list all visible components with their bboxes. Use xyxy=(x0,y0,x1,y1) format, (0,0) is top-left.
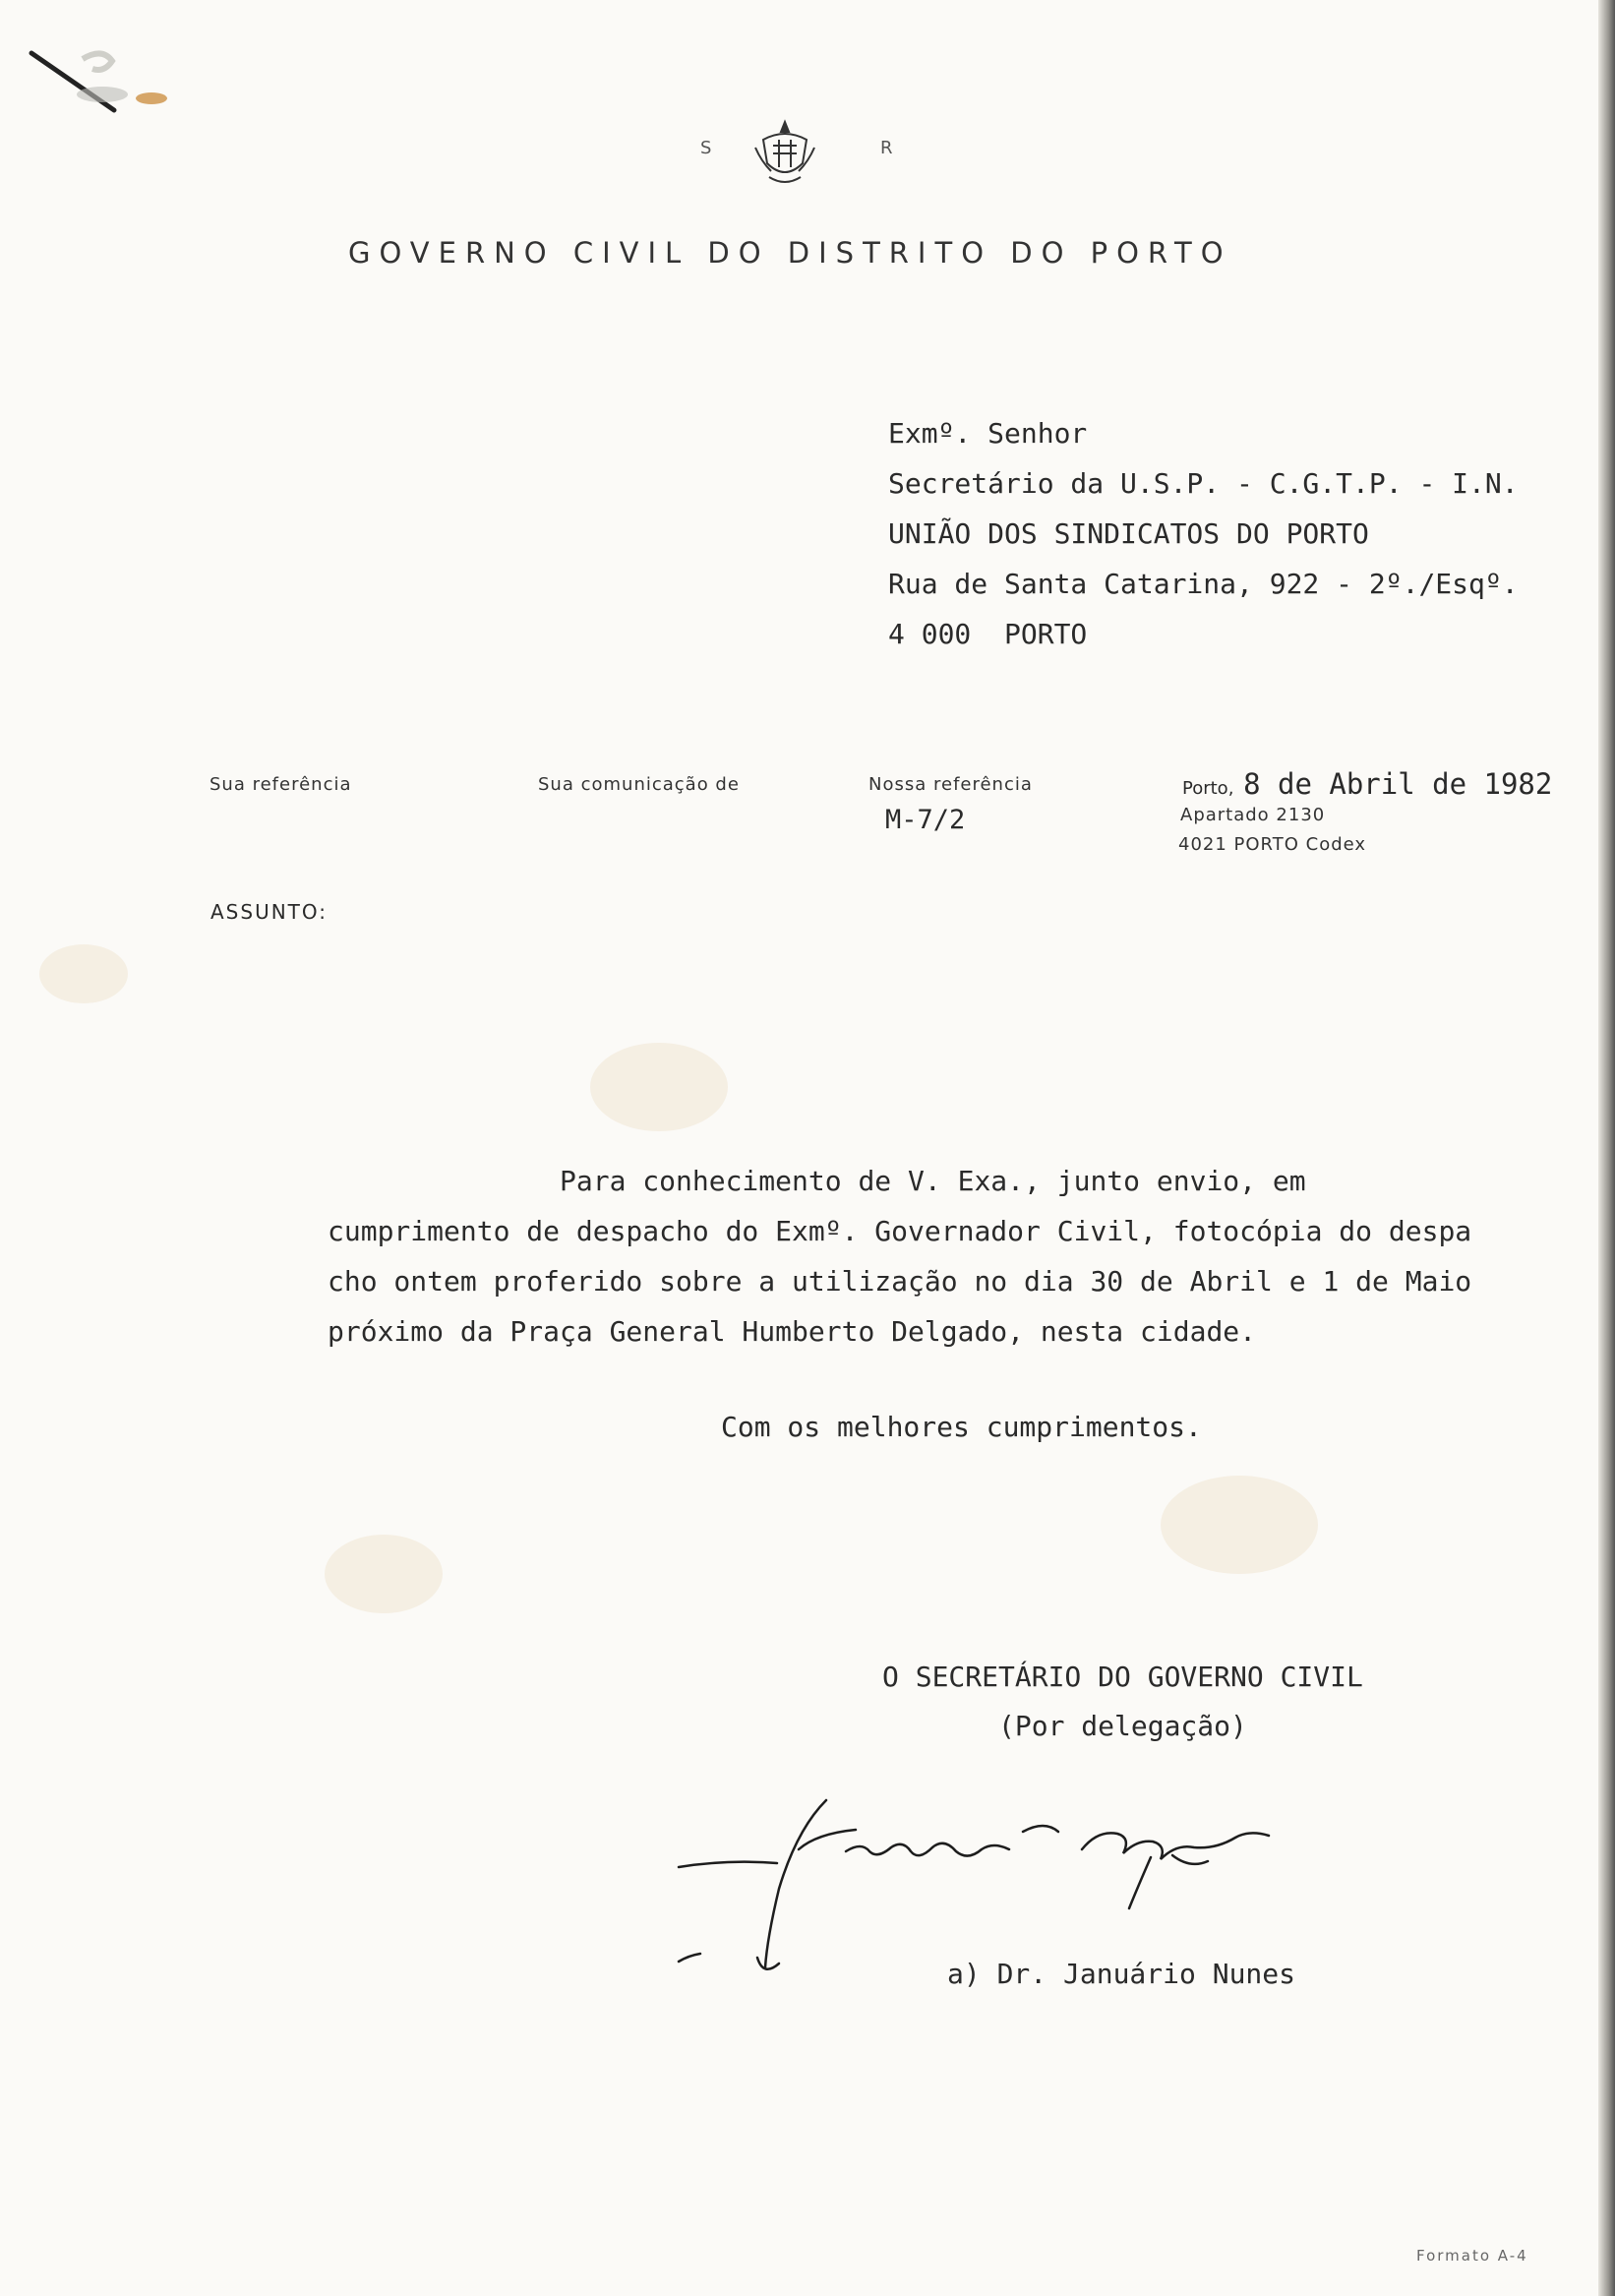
crest-right-letter: R xyxy=(880,138,893,158)
sua-comunicacao-label: Sua comunicação de xyxy=(538,774,740,795)
coat-of-arms-icon xyxy=(749,118,820,189)
recipient-address xyxy=(888,408,1519,659)
body-line: cho ontem proferido sobre a utilização no dia 30 de Abril e 1 de Maio xyxy=(328,1265,1472,1298)
letterhead-title: GOVERNO CIVIL DO DISTRITO DO PORTO xyxy=(348,236,1232,270)
closing-line: Com os melhores cumprimentos. xyxy=(721,1411,1202,1443)
crest-left-letter: S xyxy=(700,138,712,158)
recipient-line: 4 000 PORTO xyxy=(888,618,1088,650)
body-line: Para conhecimento de V. Exa., junto envio, em xyxy=(328,1165,1306,1197)
recipient-line: Secretário da U.S.P. - C.G.T.P. - I.N. xyxy=(888,467,1519,500)
paper-stain xyxy=(590,1043,728,1131)
subject-label: ASSUNTO: xyxy=(210,900,329,924)
body-line: próximo da Praça General Humberto Delgado, nesta cidade. xyxy=(328,1315,1257,1348)
po-box-line: Apartado 2130 xyxy=(1180,805,1326,825)
paper-stain xyxy=(39,944,128,1003)
form-code: Formato A-4 xyxy=(1416,2247,1528,2265)
signatory-title: O SECRETÁRIO DO GOVERNO CIVIL xyxy=(882,1661,1363,1693)
recipient-line: UNIÃO DOS SINDICATOS DO PORTO xyxy=(888,517,1369,550)
paper-stain xyxy=(325,1535,443,1613)
date-line xyxy=(1182,767,1552,801)
place-label: Porto, xyxy=(1182,778,1234,799)
signatory-delegation: (Por delegação) xyxy=(998,1710,1247,1742)
paper-stain xyxy=(1161,1476,1318,1574)
letter-date: 8 de Abril de 1982 xyxy=(1243,767,1553,801)
recipient-line: Rua de Santa Catarina, 922 - 2º./Esqº. xyxy=(888,568,1519,600)
nossa-referencia-label: Nossa referência xyxy=(868,774,1033,795)
body-line: cumprimento de despacho do Exmº. Governador Civil, fotocópia do despa xyxy=(328,1215,1472,1247)
postal-line: 4021 PORTO Codex xyxy=(1178,834,1367,855)
sua-referencia-label: Sua referência xyxy=(209,774,352,795)
recipient-line: Exmº. Senhor xyxy=(888,417,1088,450)
letter-body xyxy=(328,1156,1478,1357)
nossa-referencia-value: M-7/2 xyxy=(885,805,966,835)
page-edge-shadow xyxy=(1598,0,1615,2296)
signed-by-name: a) Dr. Januário Nunes xyxy=(947,1958,1296,1990)
clip-mark-icon xyxy=(24,39,171,118)
